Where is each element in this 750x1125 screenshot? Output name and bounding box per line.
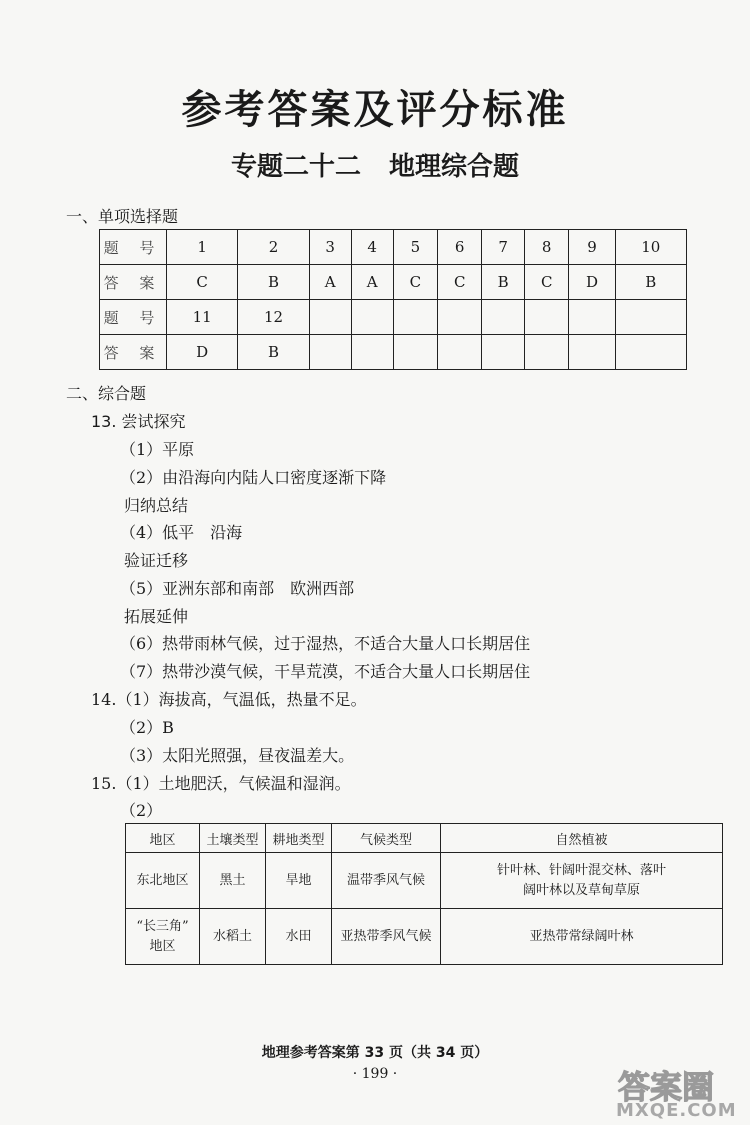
empty-cell [438,335,482,370]
empty-cell [351,300,393,335]
answer-cell: A [309,265,351,300]
answer-cell: C [438,265,482,300]
table-row [100,335,687,370]
subtitle-name: 地理综合题 [389,152,520,182]
empty-cell [615,335,686,370]
section2-heading: 二、综合题 [66,384,147,403]
q14-answer-3: （3）太阳光照强，昼夜温差大。 [120,746,355,765]
question-number: 3 [309,230,351,265]
question-number: 10 [615,230,686,265]
empty-cell [309,335,351,370]
question-number: 9 [569,230,615,265]
question-number: 11 [167,300,238,335]
question-number: 5 [393,230,437,265]
answer-cell: B [238,335,309,370]
answer-cell: A [351,265,393,300]
column-header: 土壤类型 [200,824,266,853]
empty-cell [482,300,525,335]
question-number: 7 [482,230,525,265]
empty-cell [615,300,686,335]
row-header: 题 号 [100,300,167,335]
empty-cell [525,300,569,335]
q13-answer-4: （4）低平 沿海 [120,523,243,542]
table-row [100,230,687,265]
empty-cell [569,300,615,335]
empty-cell [569,335,615,370]
table-row [126,909,723,965]
answer-cell: C [525,265,569,300]
page-title: 参考答案及评分标准 [181,86,569,133]
table-row [100,265,687,300]
question-number: 2 [238,230,309,265]
region-table [125,823,723,965]
answer-cell: B [238,265,309,300]
q13-heading-transfer: 验证迁移 [124,551,189,570]
answer-cell: B [615,265,686,300]
watermark-logo: 答案圈 [618,1068,715,1106]
table-row [126,853,723,909]
table-header-row [126,824,723,853]
empty-cell [393,335,437,370]
answer-table [99,229,687,370]
row-header: 题 号 [100,230,167,265]
vegetation-line: 阔叶林以及草甸草原 [522,882,640,898]
empty-cell [438,300,482,335]
q13-answer-1: （1）平原 [120,440,195,459]
empty-cell [482,335,525,370]
q13-answer-6: （6）热带雨林气候，过于湿热，不适合大量人口长期居住 [120,634,531,653]
column-header: 耕地类型 [266,824,332,853]
table-row [100,300,687,335]
page-subtitle [0,146,750,183]
q13-label: 13. 尝试探究 [91,412,186,431]
empty-cell [351,335,393,370]
region-line: “长三角” [136,918,189,934]
climate-cell: 亚热带季风气候 [332,909,441,965]
q15-answer-2: （2） [120,801,163,820]
region-line: 地区 [149,938,176,954]
vegetation-line: 针叶林、针阔叶混交林、落叶 [496,862,666,878]
answer-cell: C [393,265,437,300]
empty-cell [309,300,351,335]
q13-heading-summary: 归纳总结 [124,496,189,515]
question-number: 4 [351,230,393,265]
q13-answer-2: （2）由沿海向内陆人口密度逐渐下降 [120,468,387,487]
answer-cell: B [482,265,525,300]
q13-heading-extension: 拓展延伸 [124,607,189,626]
answer-cell: C [167,265,238,300]
question-number: 12 [238,300,309,335]
subtitle-topic: 专题二十二 [230,152,361,182]
row-header: 答 案 [100,265,167,300]
region-cell: 东北地区 [126,853,200,909]
page-number: · 199 · [352,1066,398,1082]
q15-answer-1: 15.（1）土地肥沃，气候温和湿润。 [91,774,351,793]
q13-answer-5: （5）亚洲东部和南部 欧洲西部 [120,579,355,598]
section1-heading: 一、单项选择题 [66,207,179,226]
climate-cell: 温带季风气候 [332,853,441,909]
vegetation-cell [441,853,723,909]
answer-cell: D [167,335,238,370]
footer-text: 地理参考答案第 33 页（共 34 页） [261,1045,489,1061]
column-header: 自然植被 [441,824,723,853]
vegetation-cell: 亚热带常绿阔叶林 [441,909,723,965]
soil-cell: 水稻土 [200,909,266,965]
empty-cell [393,300,437,335]
region-cell [126,909,200,965]
empty-cell [525,335,569,370]
answer-cell: D [569,265,615,300]
row-header: 答 案 [100,335,167,370]
farmland-cell: 水田 [266,909,332,965]
q14-answer-2: （2）B [120,718,174,737]
q14-answer-1: 14.（1）海拔高，气温低，热量不足。 [91,690,367,709]
column-header: 地区 [126,824,200,853]
farmland-cell: 旱地 [266,853,332,909]
q13-answer-7: （7）热带沙漠气候，干旱荒漠，不适合大量人口长期居住 [120,662,531,681]
column-header: 气候类型 [332,824,441,853]
watermark-url: MXQE.COM [616,1100,737,1121]
question-number: 1 [167,230,238,265]
soil-cell: 黑土 [200,853,266,909]
question-number: 6 [438,230,482,265]
question-number: 8 [525,230,569,265]
